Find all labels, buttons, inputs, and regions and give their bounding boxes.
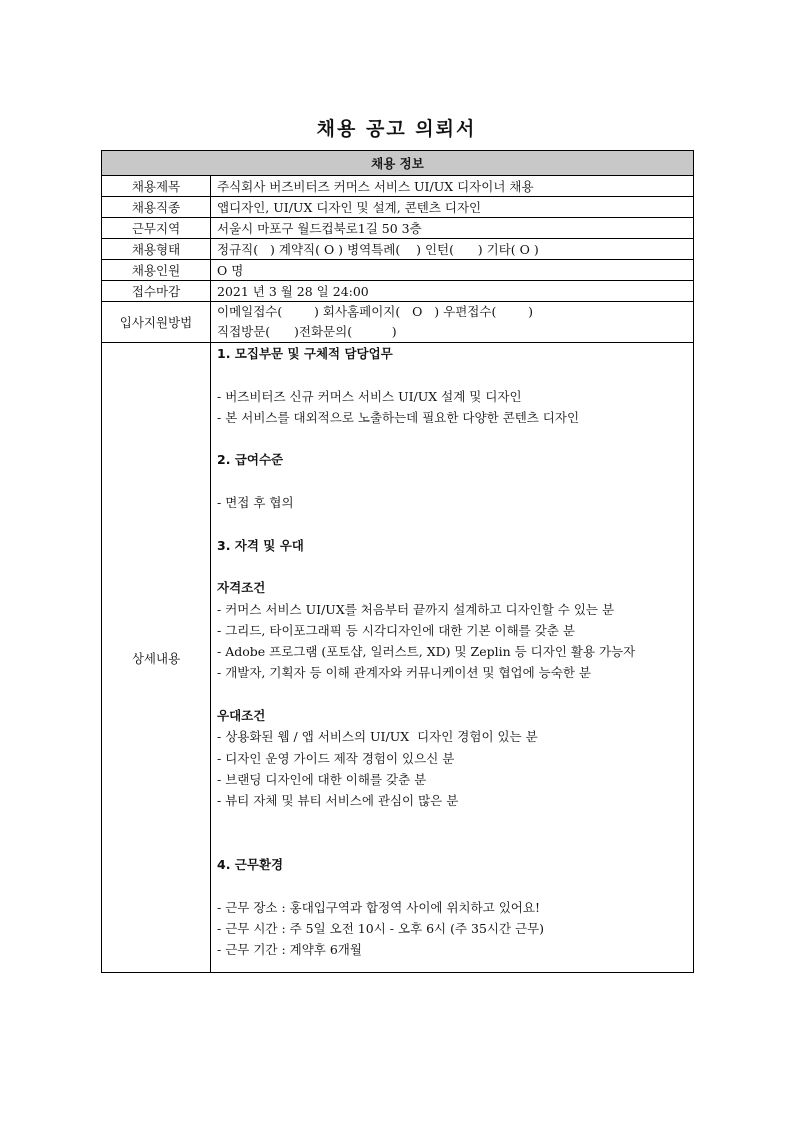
row-value: 2021 년 3 월 28 일 24:00 bbox=[211, 281, 694, 302]
row-label: 채용인원 bbox=[102, 260, 211, 281]
apply-method-value bbox=[211, 302, 694, 343]
preferences-subtitle: 우대조건 bbox=[217, 708, 266, 724]
row-label: 근무지역 bbox=[102, 218, 211, 239]
row-value: 주식회사 버즈비터즈 커머스 서비스 UI/UX 디자이너 채용 bbox=[211, 176, 694, 197]
table-row bbox=[102, 281, 694, 302]
row-label: 채용제목 bbox=[102, 176, 211, 197]
row-value: 앱디자인, UI/UX 디자인 및 설계, 콘텐츠 디자인 bbox=[211, 197, 694, 218]
section-header: 채용 정보 bbox=[102, 151, 694, 176]
list-item: - 개발자, 기획자 등 이해 관계자와 커뮤니케이션 및 협업에 능숙한 분 bbox=[217, 665, 591, 681]
table-row bbox=[102, 218, 694, 239]
list-item: - 버즈비터즈 신규 커머스 서비스 UI/UX 설계 및 디자인 bbox=[217, 388, 522, 404]
section-4-title: 4. 근무환경 bbox=[217, 857, 284, 873]
section-1-title: 1. 모집부문 및 구체적 담당업무 bbox=[217, 346, 393, 361]
list-item: - 근무 장소 : 홍대입구역과 합정역 사이에 위치하고 있어요! bbox=[217, 899, 540, 915]
row-value: 정규직( ) 계약직( O ) 병역특례( ) 인턴( ) 기타( O ) bbox=[211, 239, 694, 260]
list-item: - 상용화된 웹 / 앱 서비스의 UI/UX 디자인 경험이 있는 분 bbox=[217, 729, 538, 745]
table-row bbox=[102, 176, 694, 197]
detail-row bbox=[102, 343, 694, 973]
recruitment-form-table bbox=[101, 150, 694, 973]
table-row bbox=[102, 260, 694, 281]
detail-content bbox=[211, 343, 694, 973]
list-item: - 디자인 운영 가이드 제작 경험이 있으신 분 bbox=[217, 750, 455, 766]
row-value: O 명 bbox=[211, 260, 694, 281]
apply-line-1: 이메일접수( ) 회사홈페이지( O ) 우편접수( ) bbox=[217, 304, 533, 319]
row-label: 채용직종 bbox=[102, 197, 211, 218]
table-row bbox=[102, 302, 694, 343]
section-2-title: 2. 급여수준 bbox=[217, 452, 284, 468]
list-item: - 근무 기간 : 계약후 6개월 bbox=[217, 942, 362, 958]
list-item: - 그리드, 타이포그래픽 등 시각디자인에 대한 기본 이해를 갖춘 분 bbox=[217, 622, 575, 638]
list-item: - 근무 시간 : 주 5일 오전 10시 - 오후 6시 (주 35시간 근무) bbox=[217, 921, 545, 937]
list-item: - 커머스 서비스 UI/UX를 처음부터 끝까지 설계하고 디자인할 수 있는 분 bbox=[217, 601, 615, 617]
row-label: 채용형태 bbox=[102, 239, 211, 260]
list-item: - 브랜딩 디자인에 대한 이해를 갖춘 분 bbox=[217, 771, 427, 787]
apply-method-label: 입사지원방법 bbox=[102, 302, 211, 343]
section-3-title: 3. 자격 및 우대 bbox=[217, 537, 304, 553]
table-row bbox=[102, 197, 694, 218]
page-title: 채용 공고 의뢰서 bbox=[316, 118, 477, 140]
detail-label: 상세내용 bbox=[102, 343, 211, 973]
table-row bbox=[102, 239, 694, 260]
list-item: - Adobe 프로그램 (포토샵, 일러스트, XD) 및 Zeplin 등 디자인 활용 가능자 bbox=[217, 644, 636, 660]
row-label: 접수마감 bbox=[102, 281, 211, 302]
qualifications-subtitle: 자격조건 bbox=[217, 580, 266, 596]
list-item: - 본 서비스를 대외적으로 노출하는데 필요한 다양한 콘텐츠 디자인 bbox=[217, 409, 580, 425]
apply-line-2: 직접방문( )전화문의( ) bbox=[217, 324, 397, 339]
list-item: - 뷰티 자체 및 뷰티 서비스에 관심이 많은 분 bbox=[217, 793, 459, 809]
row-value: 서울시 마포구 월드컵북로1길 50 3층 bbox=[211, 218, 694, 239]
list-item: - 면접 후 협의 bbox=[217, 495, 294, 511]
